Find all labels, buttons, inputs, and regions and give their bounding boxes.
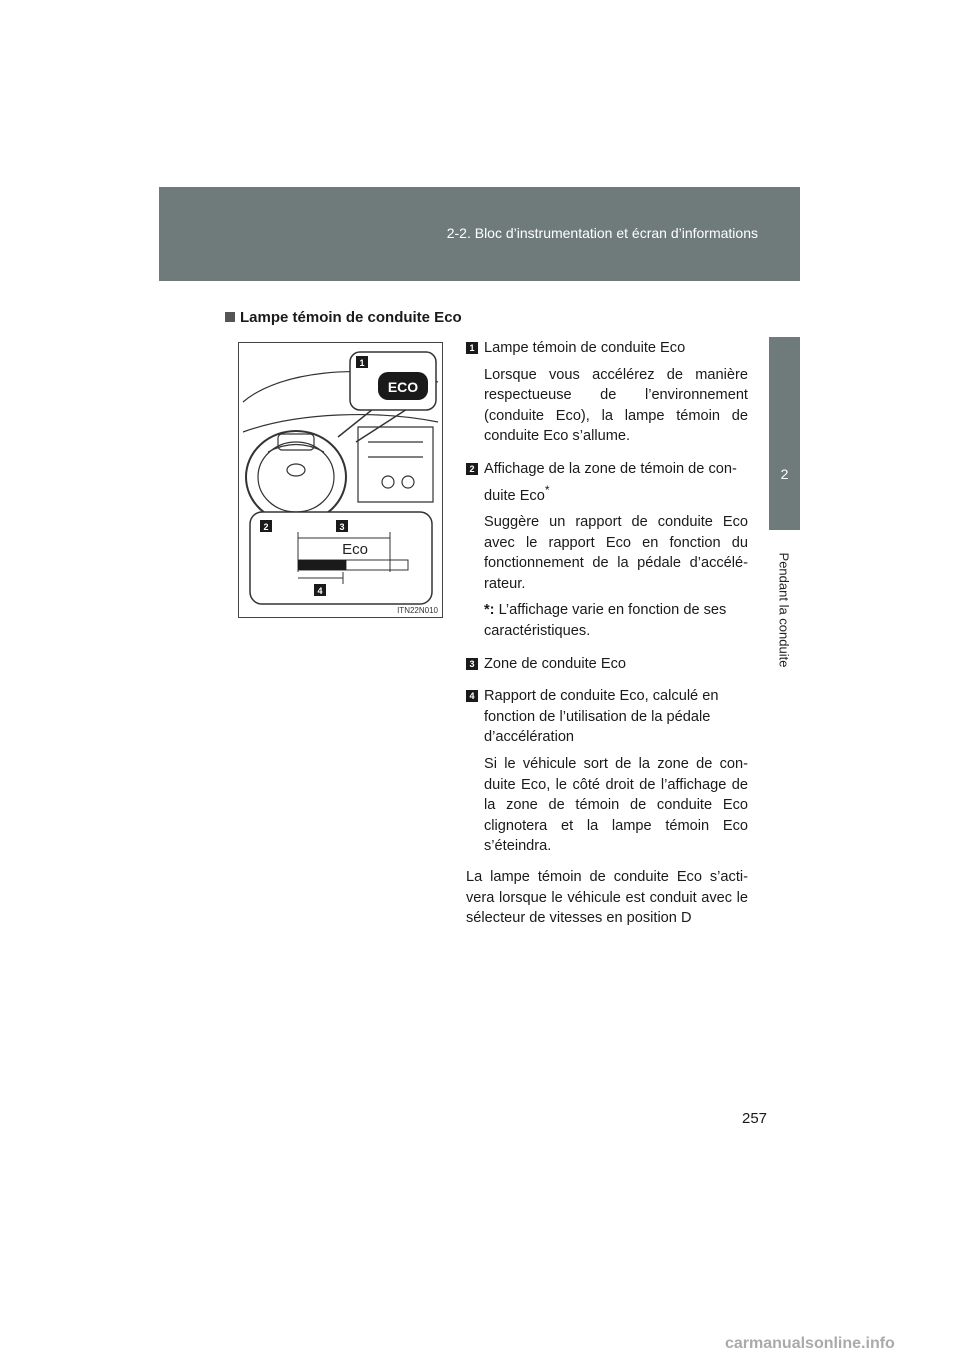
eco-badge-text: ECO	[387, 379, 419, 395]
item-title: Lampe témoin de conduite Eco	[484, 340, 686, 356]
note-text: L’affichage varie en fonction de ses caractéristiques.	[484, 602, 727, 639]
item-title: Rapport de conduite Eco, calculé en fonction de l’utilisation de la pédale d’accélération	[484, 688, 719, 746]
side-tab	[769, 337, 800, 530]
callout-3: 3	[339, 522, 345, 532]
list-item	[466, 338, 748, 359]
content-column	[466, 338, 748, 929]
item-title: Affichage de la zone de témoin de con- duite Eco	[484, 460, 737, 504]
eco-display-box	[250, 512, 432, 604]
item-description: Lorsque vous accélérez de manière respectueuse de l’environnement (conduite Eco), la lampe témoin de conduite Eco s’allume.	[484, 366, 748, 445]
item-badge: 4	[466, 690, 478, 702]
callout-4: 4	[317, 586, 323, 596]
section-heading	[225, 309, 462, 326]
item-badge: 2	[466, 463, 478, 475]
list-item	[466, 654, 748, 675]
callout-2: 2	[263, 522, 269, 532]
item-title: Zone de conduite Eco	[484, 655, 626, 672]
eco-label: Eco	[342, 541, 368, 558]
item-badge: 3	[466, 658, 478, 670]
asterisk: *	[544, 482, 550, 497]
item-note	[466, 600, 748, 641]
page-number: 257	[742, 1110, 768, 1127]
closing-paragraph: La lampe témoin de conduite Eco s’acti- vera lorsque le véhicule est conduit avec le sélecteur de vitesses en position D	[466, 868, 748, 927]
figure-code: ITN22N010	[397, 606, 438, 615]
side-tab-number: 2	[780, 466, 789, 482]
header-band	[159, 187, 800, 281]
item-description: Suggère un rapport de conduite Eco avec le rapport Eco en fonction du fonctionnement de la pédale d’accélé- rateur.	[484, 514, 748, 592]
section-heading-text: Lampe témoin de conduite Eco	[240, 309, 462, 326]
square-bullet-icon	[225, 312, 235, 322]
list-item	[466, 459, 748, 506]
list-item	[466, 686, 748, 748]
item-description: Si le véhicule sort de la zone de con- duite Eco, le côté droit de l’affichage de la zone de témoin de conduite Eco clignotera et la lampe témoin Eco s’éteindra.	[484, 755, 748, 855]
side-label: Pendant la conduite	[776, 552, 792, 668]
eco-figure	[238, 342, 443, 618]
eco-bar-fill	[298, 560, 346, 570]
header-title: 2-2. Bloc d’instrumentation et écran d’informations	[446, 225, 758, 241]
eco-callout-box	[350, 352, 436, 410]
note-marker: *:	[484, 602, 495, 619]
item-badge: 1	[466, 342, 478, 354]
callout-1: 1	[359, 358, 365, 368]
watermark: carmanualsonline.info	[725, 1335, 895, 1352]
